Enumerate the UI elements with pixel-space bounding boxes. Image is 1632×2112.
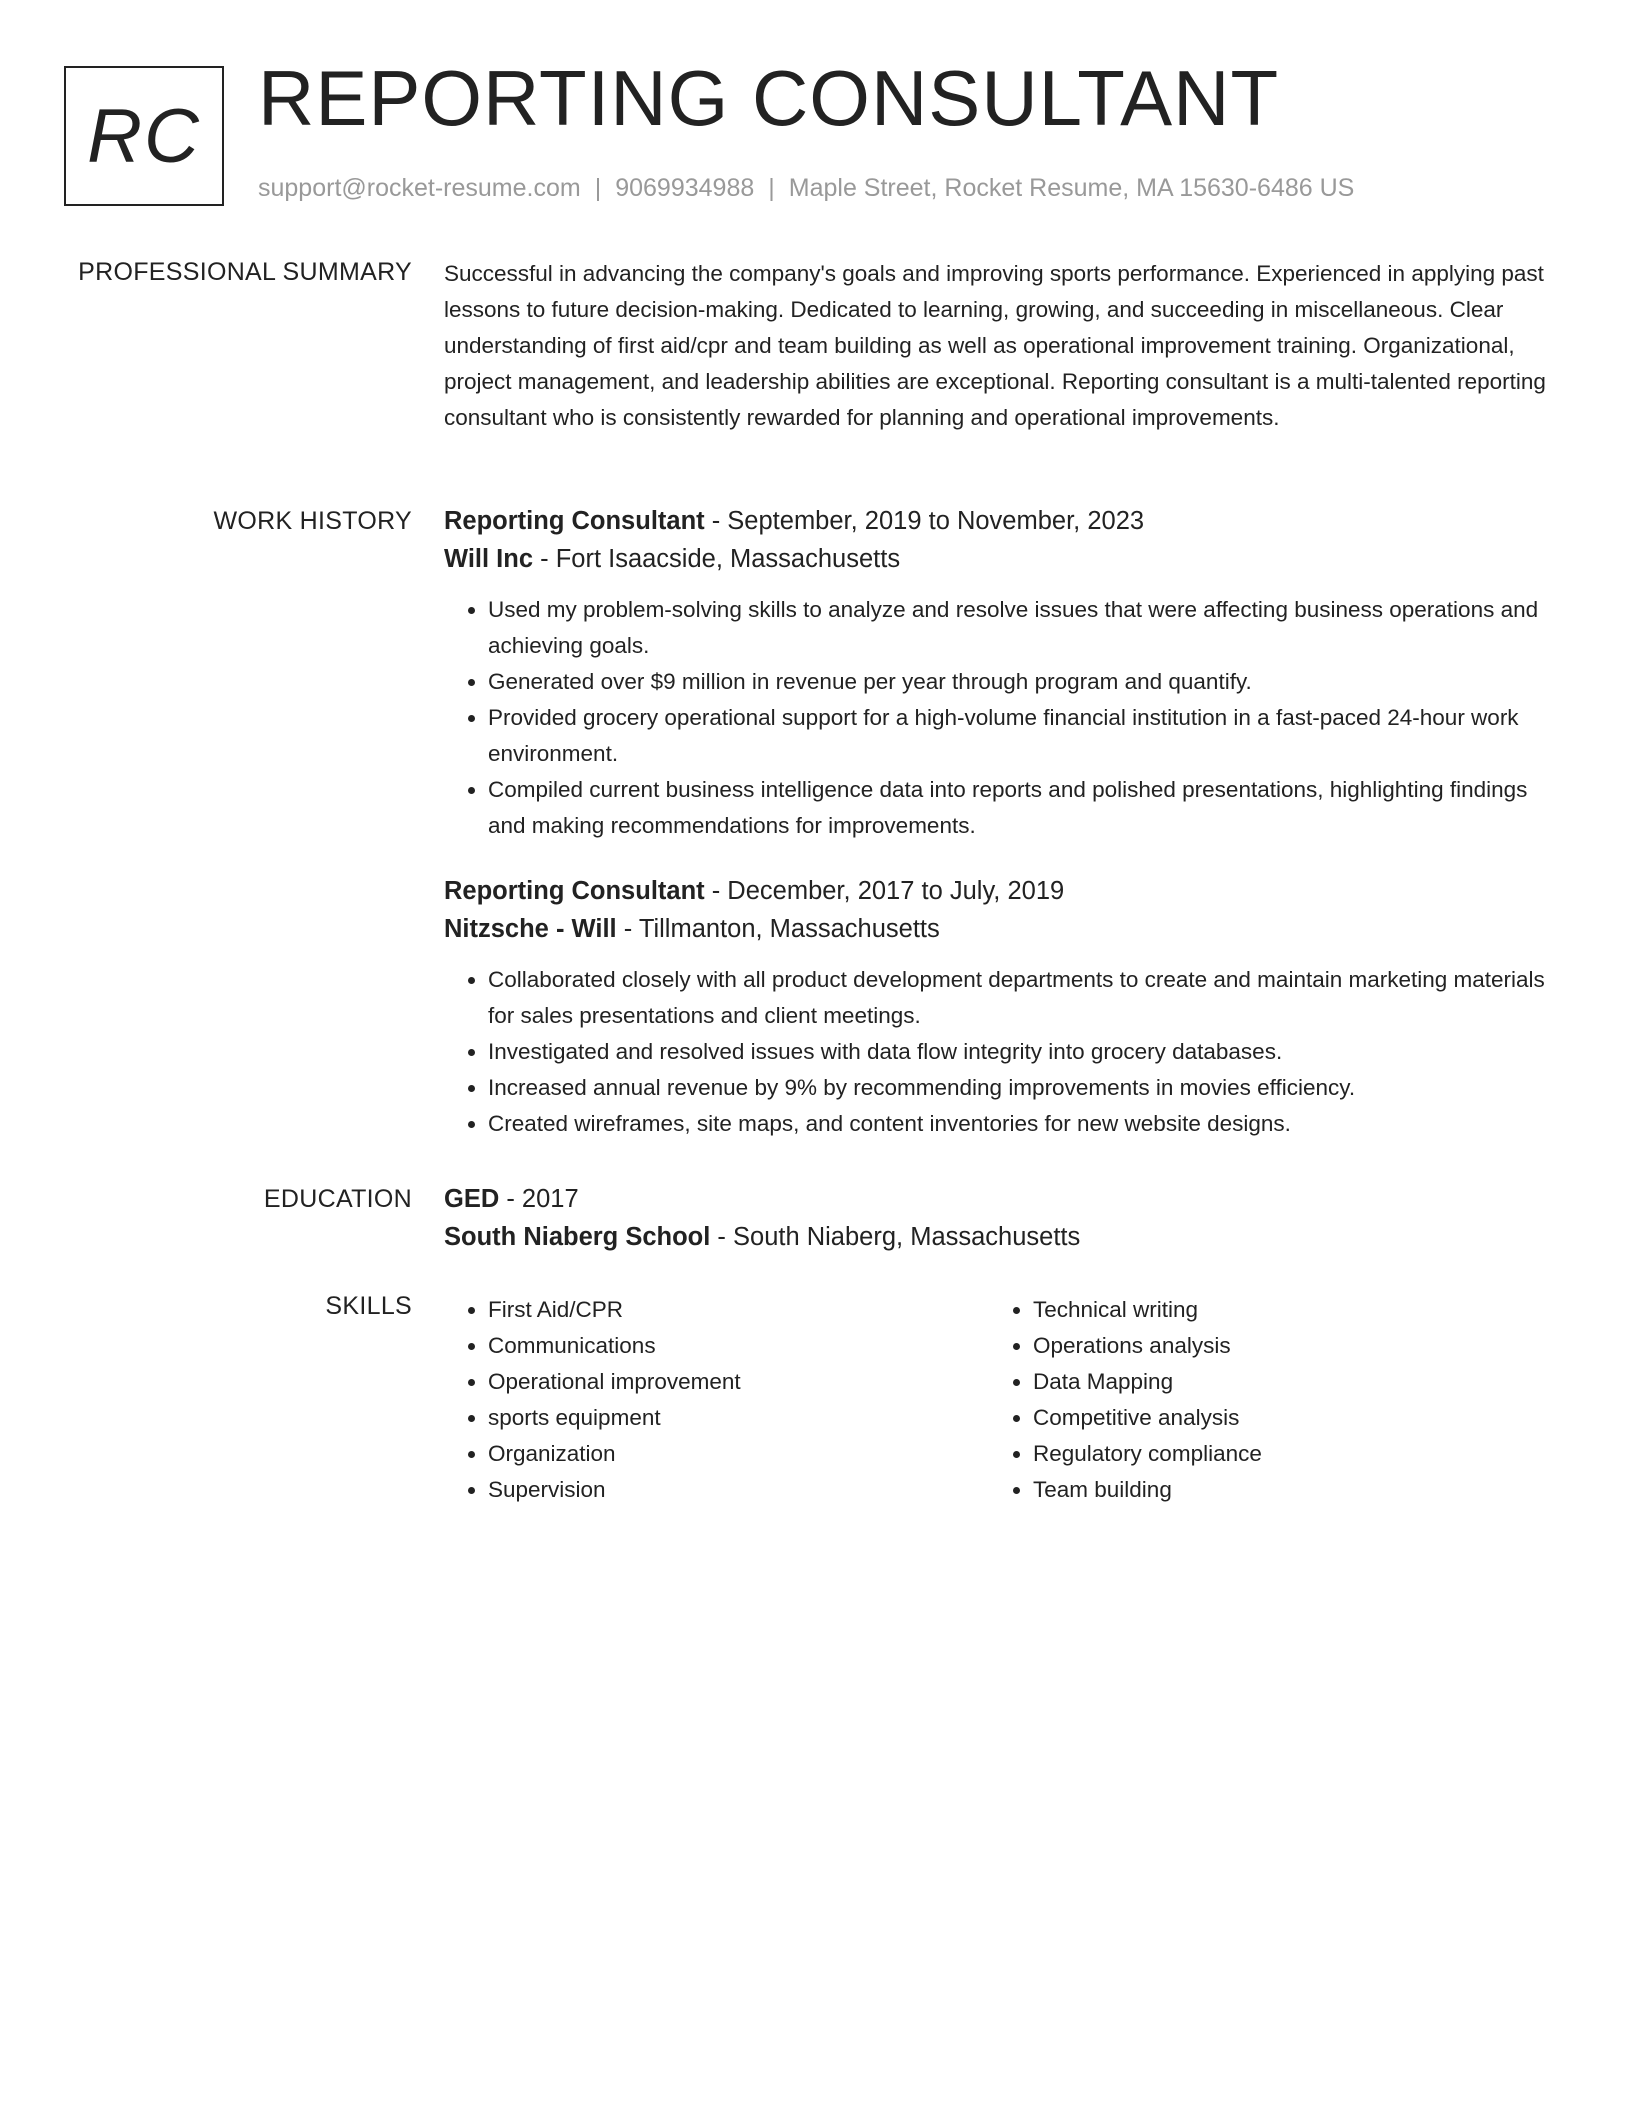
- contact-address: Maple Street, Rocket Resume, MA 15630-6486 US: [788, 174, 1355, 202]
- summary-heading: PROFESSIONAL SUMMARY: [78, 258, 412, 286]
- job-title: Reporting Consultant: [444, 877, 705, 905]
- job-bullets: [444, 962, 1556, 1142]
- job-company-line: [444, 910, 1556, 948]
- school-line: [444, 1218, 1556, 1256]
- job-bullets: [444, 592, 1556, 844]
- contact-line: [258, 174, 1354, 203]
- job-bullet: • Collaborated closely with all product development departments to create and maintain marketing materials for sales presentations and client meetings.: [488, 962, 1556, 1034]
- contact-phone: 9069934988: [615, 174, 755, 202]
- skill-item: • Organization: [488, 1436, 741, 1472]
- degree: GED: [444, 1185, 500, 1213]
- skill-item: • Operations analysis: [1033, 1328, 1262, 1364]
- job-company: Nitzsche - Will: [444, 915, 617, 943]
- job-entry: [444, 872, 1556, 1142]
- summary-body: [444, 256, 1556, 436]
- contact-email: support@rocket-resume.com: [258, 174, 581, 202]
- job-entry: [444, 502, 1556, 844]
- job-location: - Fort Isaacside, Massachusetts: [533, 545, 901, 573]
- school-name: South Niaberg School: [444, 1223, 711, 1251]
- skill-item: • Supervision: [488, 1472, 741, 1508]
- job-company: Will Inc: [444, 545, 534, 573]
- skills-column-right: [989, 1292, 1262, 1508]
- job-company-line: [444, 540, 1556, 578]
- page-title: REPORTING CONSULTANT: [258, 54, 1280, 142]
- job-bullet: • Increased annual revenue by 9% by recommending improvements in movies efficiency.: [488, 1070, 1556, 1106]
- skill-item: • First Aid/CPR: [488, 1292, 741, 1328]
- education-body: [444, 1180, 1556, 1256]
- skill-item: • Operational improvement: [488, 1364, 741, 1400]
- summary-text: Successful in advancing the company's goals and improving sports performance. Experienced in applying past lessons to future decision-making. Dedicated to learning, growing, and succeeding in miscellaneous. Clear understanding of first aid/cpr and team building as well as operational improvement training. Organizational, project management, and leadership abilities are exceptional. Reporting consultant is a multi-talented reporting consultant who is consistently rewarded for planning and operational improvements.: [444, 261, 1546, 430]
- skill-item: • sports equipment: [488, 1400, 741, 1436]
- skill-item: • Regulatory compliance: [1033, 1436, 1262, 1472]
- skill-item: • Team building: [1033, 1472, 1262, 1508]
- skill-item: • Competitive analysis: [1033, 1400, 1262, 1436]
- skill-item: • Data Mapping: [1033, 1364, 1262, 1400]
- job-bullet: • Generated over $9 million in revenue per year through program and quantify.: [488, 664, 1556, 700]
- skills-list: [989, 1292, 1262, 1508]
- job-dates: - September, 2019 to November, 2023: [704, 507, 1145, 535]
- job-location: - Tillmanton, Massachusetts: [616, 915, 940, 943]
- degree-year: - 2017: [499, 1185, 579, 1213]
- skills-column-left: [444, 1292, 741, 1508]
- job-bullet: • Provided grocery operational support for a high-volume financial institution in a fast-paced 24-hour work environment.: [488, 700, 1556, 772]
- school-location: - South Niaberg, Massachusetts: [710, 1223, 1081, 1251]
- education-heading: EDUCATION: [263, 1185, 412, 1213]
- job-title: Reporting Consultant: [444, 507, 705, 535]
- job-bullet: • Compiled current business intelligence data into reports and polished presentations, highlighting findings and making recommendations for improvements.: [488, 772, 1556, 844]
- work-history-body: [444, 502, 1556, 1142]
- skills-heading: SKILLS: [325, 1292, 412, 1320]
- job-bullet: • Used my problem-solving skills to analyze and resolve issues that were affecting business operations and achieving goals.: [488, 592, 1556, 664]
- work-history-heading: WORK HISTORY: [213, 507, 412, 535]
- job-dates: - December, 2017 to July, 2019: [704, 877, 1065, 905]
- monogram-logo: RC: [64, 66, 224, 206]
- job-title-line: [444, 502, 1556, 540]
- skills-body: [444, 1292, 1556, 1522]
- skill-item: • Communications: [488, 1328, 741, 1364]
- skills-list: [444, 1292, 741, 1508]
- job-bullet: • Created wireframes, site maps, and content inventories for new website designs.: [488, 1106, 1556, 1142]
- job-title-line: [444, 872, 1556, 910]
- job-bullet: • Investigated and resolved issues with data flow integrity into grocery databases.: [488, 1034, 1556, 1070]
- skill-item: • Technical writing: [1033, 1292, 1262, 1328]
- degree-line: [444, 1180, 1556, 1218]
- contact-separator: |: [594, 174, 602, 202]
- contact-separator: |: [768, 174, 775, 202]
